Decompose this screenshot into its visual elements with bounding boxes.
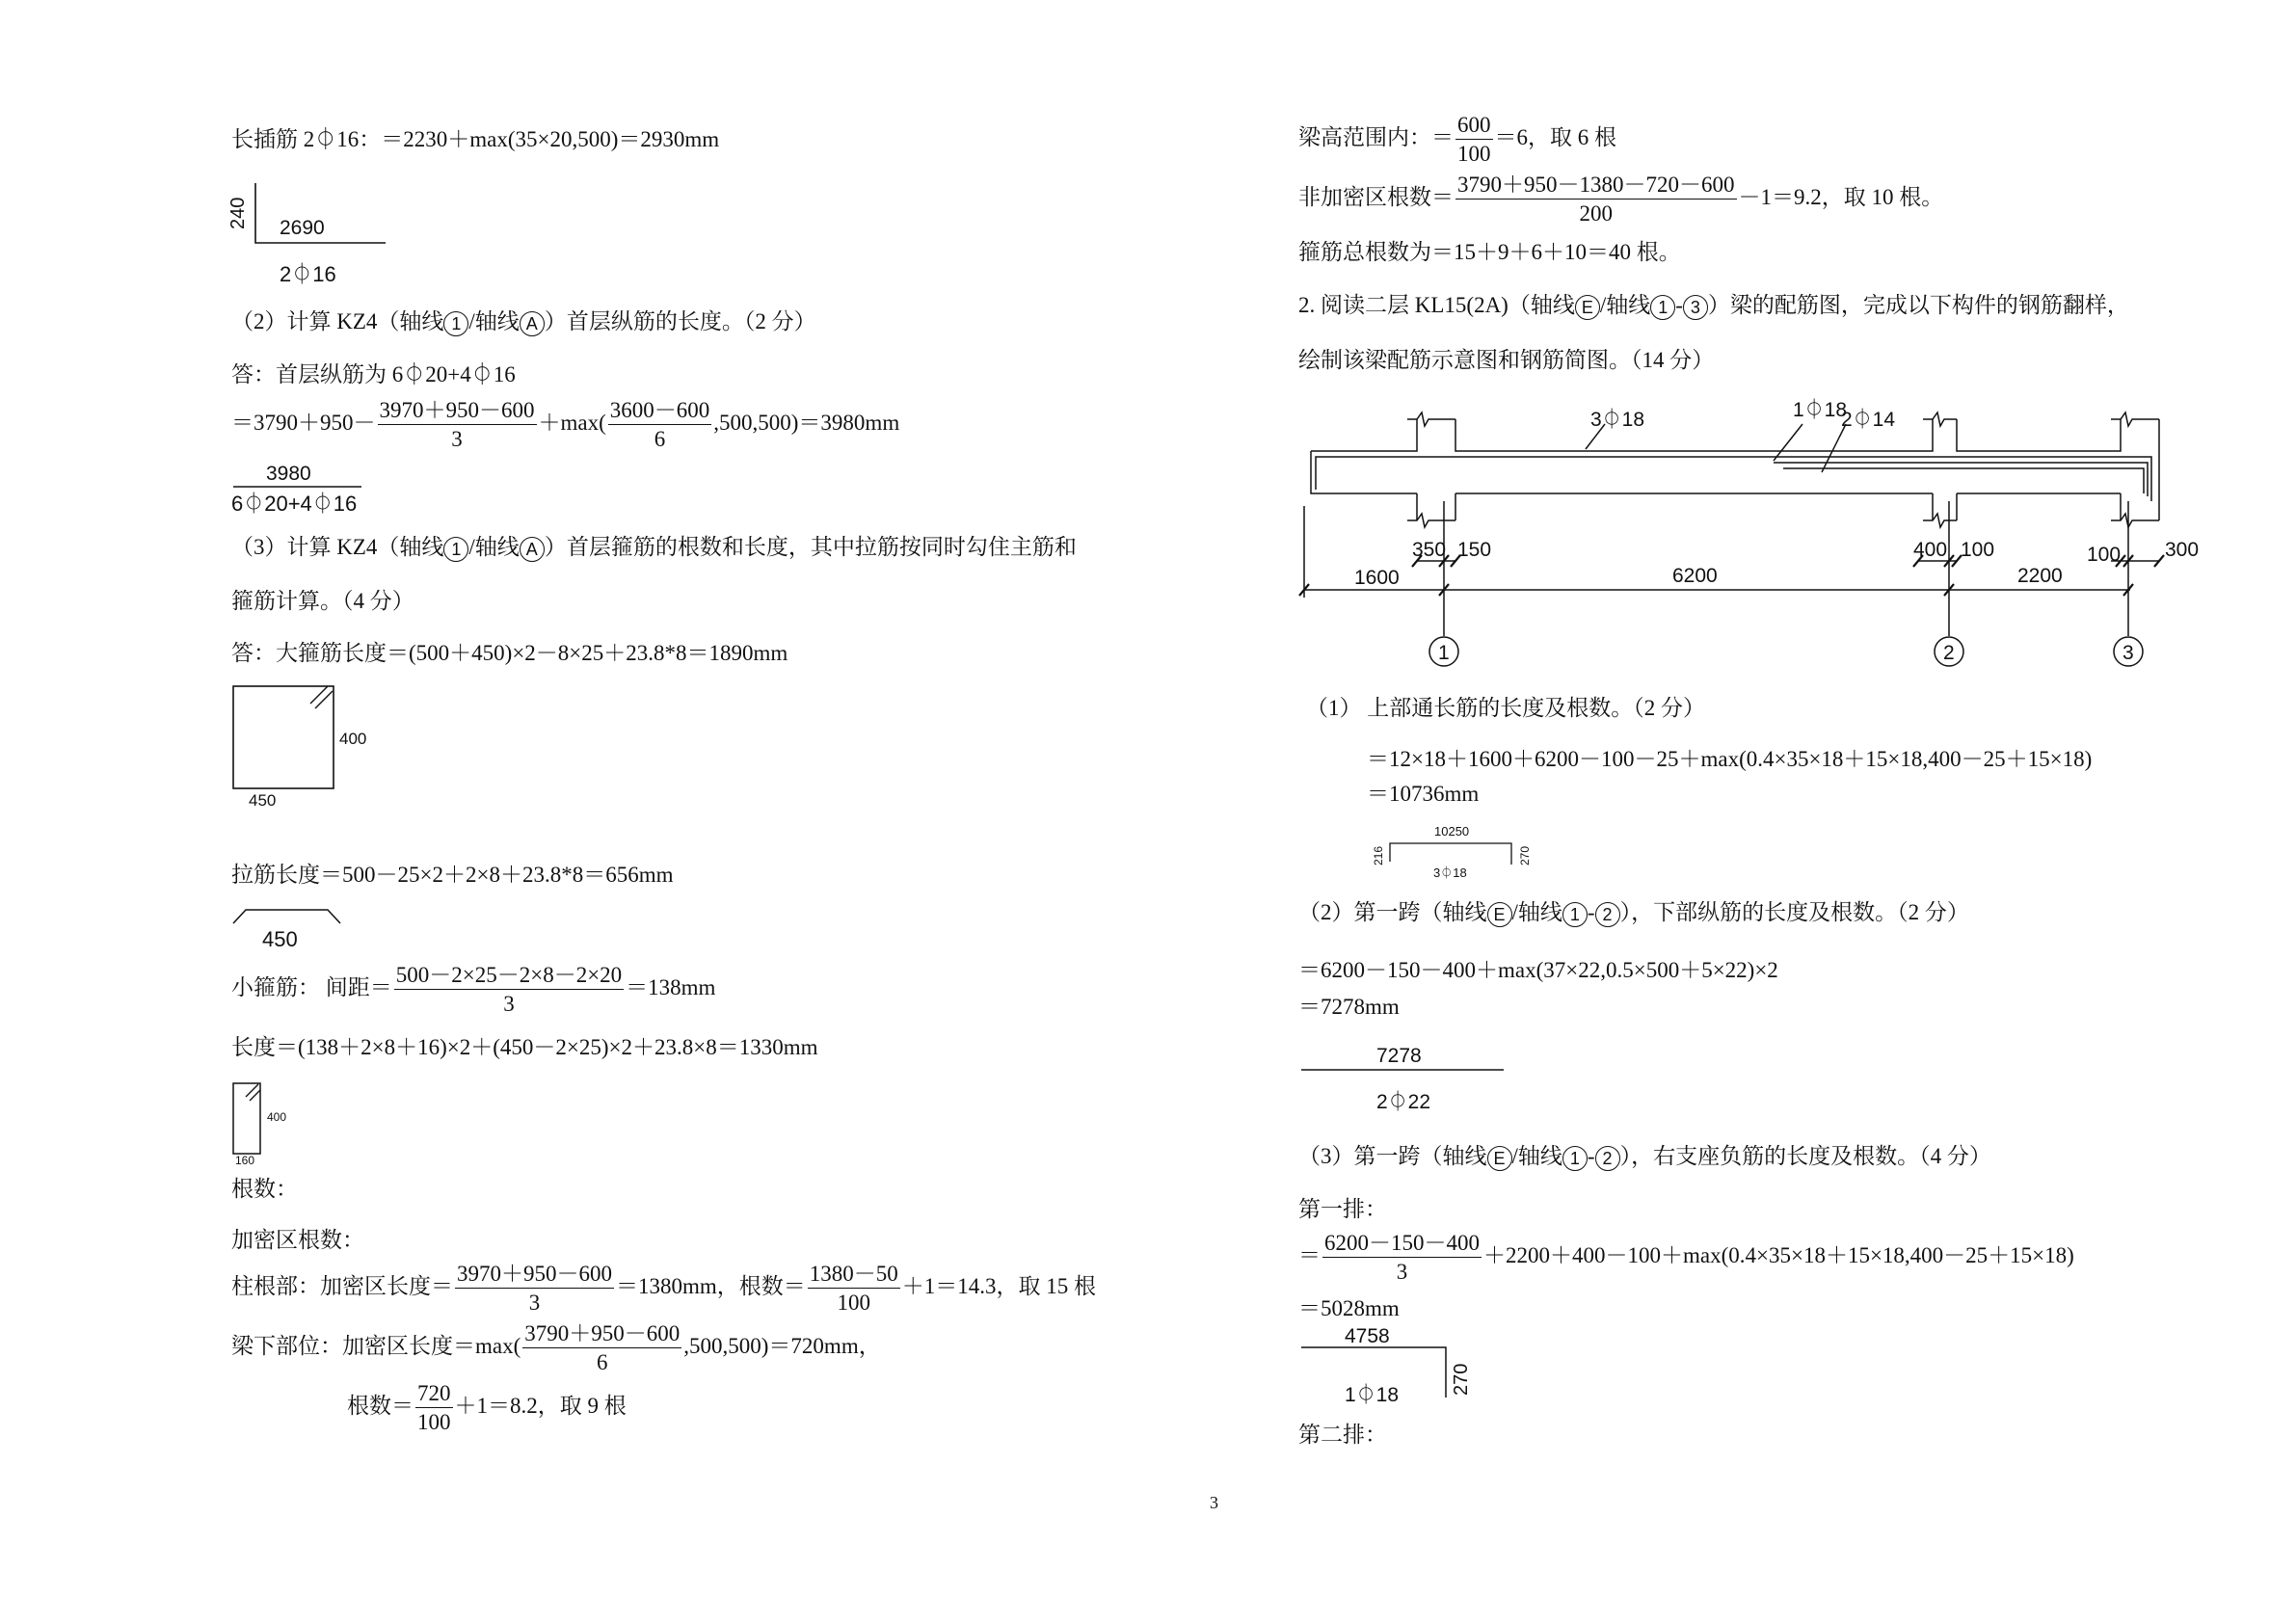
- total-stirrups: 箍筋总根数为＝15＋9＋6＋10＝40 根。: [1298, 240, 1681, 264]
- svg-text:1⏀18: 1⏀18: [1345, 1384, 1400, 1406]
- sketch1-length: 2690: [280, 217, 325, 239]
- small-stirrup-length: 长度＝(138＋2×8＋16)×2＋(450－2×25)×2＋23.8×8＝1330mm: [231, 1035, 818, 1059]
- question-kl15-b: 绘制该梁配筋示意图和钢筋简图。（14 分）: [1298, 348, 1715, 372]
- axis-2-circle: 2: [1595, 1146, 1620, 1171]
- svg-text:6200: 6200: [1672, 565, 1718, 587]
- axis-3-circle: 3: [1683, 295, 1708, 320]
- dense-zone-heading: 加密区根数：: [231, 1228, 364, 1252]
- axis-e-circle: E: [1575, 295, 1600, 320]
- label-top-bars: 3⏀18: [1590, 409, 1645, 431]
- part-3-result: ＝5028mm: [1298, 1296, 1400, 1320]
- svg-text:450: 450: [262, 927, 298, 951]
- page-number: 3: [1210, 1493, 1218, 1512]
- svg-text:350: 350: [1412, 539, 1447, 561]
- svg-text:1600: 1600: [1354, 567, 1400, 589]
- question-2: （2）计算 KZ4（轴线 1 /轴线 A ）首层纵筋的长度。（2 分）: [231, 310, 816, 336]
- svg-text:100: 100: [2087, 544, 2122, 566]
- part-1-result: ＝10736mm: [1367, 782, 1480, 806]
- part-3-heading: （3）第一跨（轴线 E /轴线 1 - 2 ），右支座负筋的长度及根数。（4 分）: [1298, 1145, 1991, 1171]
- svg-text:2200: 2200: [2017, 565, 2063, 587]
- question-kl15: 2. 阅读二层 KL15(2A)（轴线 E /轴线 1 - 3 ）梁的配筋图，完成以下构件的钢筋翻样，: [1298, 294, 2129, 320]
- beam-bottom-count: 根数＝ $\frac{720}{100}$ ＋1＝8.2，取 9 根: [347, 1381, 627, 1434]
- svg-text:400: 400: [1913, 539, 1948, 561]
- svg-text:6⏀20+4⏀16: 6⏀20+4⏀16: [231, 492, 358, 516]
- answer-2-intro: 答：首层纵筋为 6⏀20+4⏀16: [231, 362, 516, 386]
- svg-text:3⏀18: 3⏀18: [1433, 865, 1467, 880]
- axis-1-circle: 1: [443, 537, 468, 562]
- non-dense-count: 非加密区根数＝ $\frac{3790+950-1380-720-600}{200}$ －1＝9.2，取 10 根。: [1298, 173, 1944, 226]
- axis-1-circle: 1: [1562, 1146, 1588, 1171]
- svg-text:7278: 7278: [1376, 1045, 1422, 1067]
- svg-text:270: 270: [1451, 1363, 1472, 1396]
- count-heading: 根数：: [231, 1177, 298, 1201]
- line-anchor-bar: 长插筋 2⏀16：＝2230＋max(35×20,500)＝2930mm: [231, 127, 720, 151]
- row-1-heading: 第一排：: [1298, 1197, 1387, 1221]
- part-3-formula: ＝ $\frac{6200-150-400}{3}$ ＋2200＋400－100＋max(0.4×35×18＋15×18,400－25＋15×18): [1298, 1231, 2074, 1284]
- axis-a-circle: A: [520, 537, 545, 562]
- axis-e-circle: E: [1487, 1146, 1512, 1171]
- svg-text:400: 400: [267, 1110, 287, 1124]
- answer-3-big-stirrup: 答：大箍筋长度＝(500＋450)×2－8×25＋23.8*8＝1890mm: [231, 641, 788, 665]
- svg-text:400: 400: [339, 730, 367, 748]
- sketch1-label: 2⏀16: [280, 262, 336, 286]
- svg-text:300: 300: [2165, 539, 2200, 561]
- row-2-heading: 第二排：: [1298, 1423, 1387, 1447]
- svg-text:3: 3: [2122, 642, 2134, 664]
- part-2-formula: ＝6200－150－400＋max(37×22,0.5×500＋5×22)×2: [1298, 958, 1778, 982]
- svg-text:100: 100: [1961, 539, 1995, 561]
- tie-length: 拉筋长度＝500－25×2＋2×8＋23.8*8＝656mm: [231, 863, 674, 887]
- svg-text:3980: 3980: [266, 463, 311, 485]
- part-2-heading: （2）第一跨（轴线 E /轴线 1 - 2 ），下部纵筋的长度及根数。（2 分）: [1298, 901, 1969, 927]
- sketch1-vertical-dim: 240: [227, 197, 249, 229]
- svg-text:270: 270: [1518, 845, 1532, 865]
- svg-text:2⏀22: 2⏀22: [1376, 1091, 1431, 1113]
- svg-text:150: 150: [1457, 539, 1492, 561]
- question-3a: （3）计算 KZ4（轴线 1 /轴线 A ）首层箍筋的根数和长度，其中拉筋按同时勾住主筋和: [231, 536, 1077, 562]
- part-1-formula: ＝12×18＋1600＋6200－100－25＋max(0.4×35×18＋15×18,400－25＋15×18): [1367, 747, 2093, 771]
- answer-2-formula: ＝3790＋950－ $\frac{3970+950-600}{3}$ ＋max( $\frac{3600-600}{6}$ ,500,500)＝3980mm: [231, 398, 900, 451]
- axis-e-circle: E: [1487, 902, 1512, 927]
- part-2-result: ＝7278mm: [1298, 995, 1400, 1019]
- axis-1-circle: 1: [1562, 902, 1588, 927]
- axis-1-circle: 1: [443, 311, 468, 336]
- svg-text:4758: 4758: [1345, 1325, 1390, 1347]
- label-support-2: 2⏀14: [1841, 409, 1896, 431]
- svg-text:160: 160: [235, 1154, 255, 1167]
- axis-a-circle: A: [520, 311, 545, 336]
- svg-text:10250: 10250: [1434, 824, 1470, 839]
- axis-2-circle: 2: [1595, 902, 1620, 927]
- svg-text:450: 450: [249, 791, 277, 810]
- beam-height-count: 梁高范围内：＝ $\frac{600}{100}$ ＝6，取 6 根: [1298, 113, 1616, 166]
- svg-text:1: 1: [1438, 642, 1450, 664]
- small-stirrup-spacing: 小箍筋： 间距＝ $\frac{500-2\times 25-2\times 8-2\times 20}{3}$ ＝138mm: [231, 963, 716, 1016]
- question-3b: 箍筋计算。（4 分）: [231, 589, 414, 613]
- svg-text:2: 2: [1943, 642, 1955, 664]
- part-1-heading: （1） 上部通长筋的长度及根数。（2 分）: [1306, 696, 1705, 720]
- column-base-formula: 柱根部：加密区长度＝ $\frac{3970+950-600}{3}$ ＝1380mm，根数＝ $\frac{1380-50}{100}$ ＋1＝14.3，取 15 根: [231, 1262, 1097, 1315]
- axis-1-circle: 1: [1650, 295, 1675, 320]
- svg-text:216: 216: [1372, 845, 1385, 865]
- beam-bottom-formula: 梁下部位：加密区长度＝max( $\frac{3790+950-600}{6}$ ,500,500)＝720mm，: [231, 1321, 881, 1374]
- label-support-1: 1⏀18: [1793, 399, 1848, 421]
